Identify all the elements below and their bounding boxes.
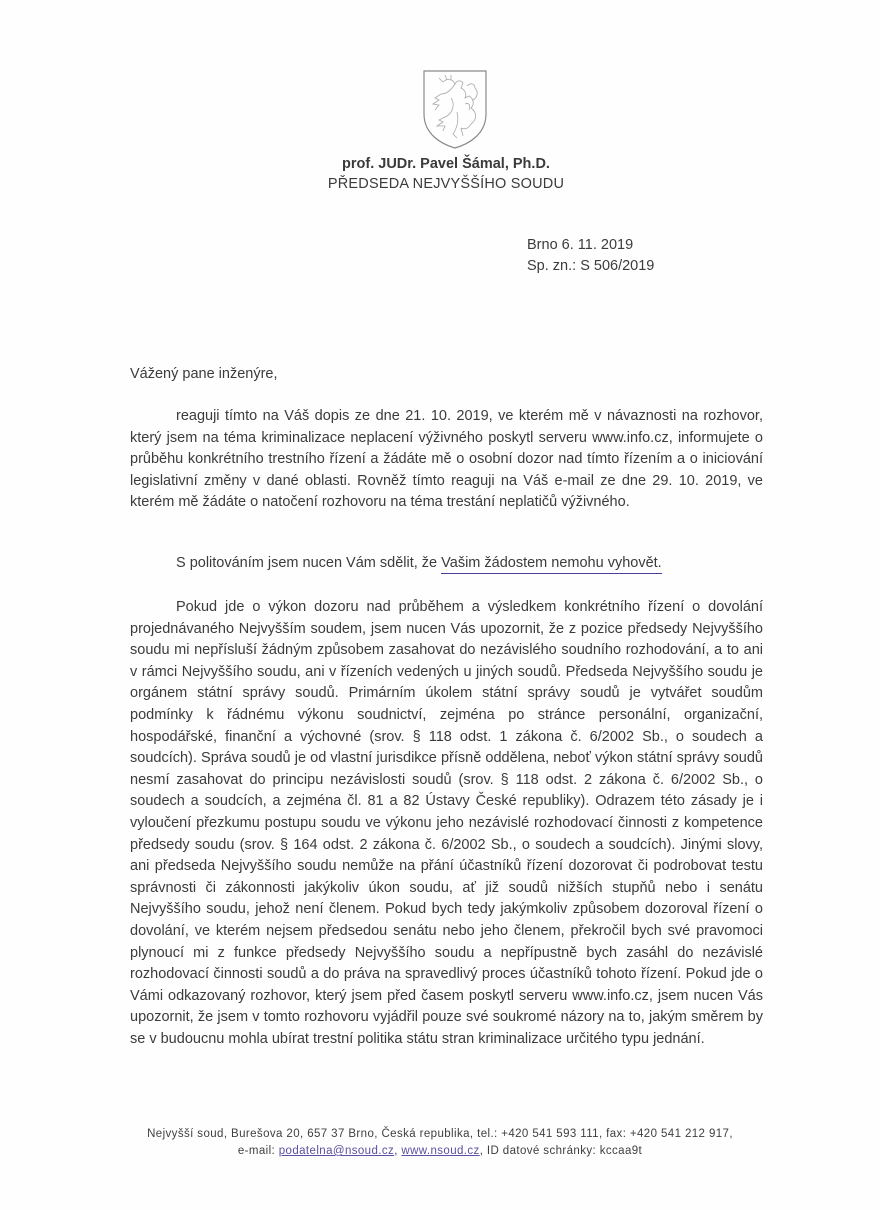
letter-meta — [527, 235, 654, 277]
separator: , — [394, 1145, 402, 1157]
paragraph-2-text: S politováním jsem nucen Vám sdělit, že — [176, 555, 442, 571]
coat-of-arms-icon — [421, 68, 489, 150]
email-link[interactable]: podatelna@nsoud.cz — [278, 1145, 395, 1157]
sender-role: PŘEDSEDA NEJVYŠŠÍHO SOUDU — [327, 176, 565, 192]
email-label: e-mail: — [237, 1145, 279, 1157]
sender-name: prof. JUDr. Pavel Šámal, Ph.D. — [342, 156, 550, 172]
footer — [0, 1126, 880, 1160]
databox-id: , ID datové schránky: kccaa9t — [479, 1145, 643, 1157]
salutation: Vážený pane inženýre, — [130, 366, 278, 382]
place-date: Brno 6. 11. 2019 — [527, 237, 634, 253]
paragraph-3 — [130, 597, 763, 1050]
footer-contacts — [0, 1143, 880, 1160]
paragraph-1 — [130, 406, 763, 514]
paragraph-1-text: reaguji tímto na Váš dopis ze dne 21. 10. 2019, ve kterém mě v návaznosti na rozhovor, který jsem na téma kriminalizace neplacení výživného poskytl serveru www.info.cz, informujete o průběhu konkrétního trestního řízení a žádáte mě o osobní dozor nad tímto řízením a o iniciování legislativní změny v dané oblasti. Rovněž tímto reaguji na Váš e-mail ze dne 29. 10. 2019, ve kterém mě žádáte o natočení rozhovoru na téma trestání neplatičů výživného. — [130, 408, 763, 511]
paragraph-3-text: Pokud jde o výkon dozoru nad průběhem a výsledkem konkrétního řízení o dovolání projednávaného Nejvyšším soudem, jsem nucen Vás upozornit, že z pozice předsedy Nejvyššího soudu mi nepřísluší žádným způsobem zasahovat do nezávislého soudního rozhodování, a to ani v rámci Nejvyššího soudu, ani v řízeních vedených u jiných soudů. Předseda Nejvyššího soudu je orgánem státní správy soudů. Primárním úkolem státní správy soudů je vytvářet soudům podmínky k řádnému výkonu soudnictví, zejména po stránce personální, organizační, hospodářské, finanční a výchovné (srov. § 118 odst. 1 zákona č. 6/2002 Sb., o soudech a soudcích). Správa soudů je od vlastní jurisdikce přísně oddělena, neboť výkon státní správy soudů nesmí zasahovat do principu nezávislosti soudů (srov. § 118 odst. 2 zákona č. 6/2002 Sb., o soudech a soudcích, a zejména čl. 81 a 82 Ústavy České republiky). Odrazem této zásady je i vyloučení přezkumu postupu soudu ve výkonu jeho nezávislé rozhodovací činnosti z kompetence předsedy soudu (srov. § 164 odst. 2 zákona č. 6/2002 Sb., o soudech a soudcích). Jinými slovy, ani předseda Nejvyššího soudu nemůže na přání účastníků řízení dozorovat či podrobovat testu správnosti či zákonnosti jakýkoliv úkon soudu, ať již soudů nižších stupňů nebo i senátu Nejvyššího soudu, jehož není členem. Pokud bych tedy jakýmkoliv způsobem dozoroval řízení o dovolání, ve kterém nejsem předsedou senátu nebo jeho členem, překročil bych své pravomoci plynoucí mi z funkce předsedy Nejvyššího soudu a nepřípustně bych zasáhl do nezávislé rozhodovací činnosti soudů a do práva na spravedlivý proces účastníků tohoto řízení. Pokud jde o Vámi odkazovaný rozhovor, který jsem před časem poskytl serveru www.info.cz, jsem nucen Vás upozornit, že jsem v tomto rozhovoru vyjádřil pouze své soukromé názory na to, jakým směrem by se v budoucnu mohla ubírat trestní politika státu stran kriminalizace určitého typu jednání. — [130, 599, 763, 1047]
underlined-refusal: Vašim žádostem nemohu vyhovět. — [441, 555, 662, 574]
reference-number: Sp. zn.: S 506/2019 — [527, 258, 655, 274]
sender-block — [0, 154, 880, 194]
website-link[interactable]: www.nsoud.cz — [401, 1145, 480, 1157]
footer-address: Nejvyšší soud, Burešova 20, 657 37 Brno, Česká republika, tel.: +420 541 593 111, fax: +420 541 212 917, — [147, 1128, 733, 1140]
paragraph-2 — [130, 553, 763, 575]
